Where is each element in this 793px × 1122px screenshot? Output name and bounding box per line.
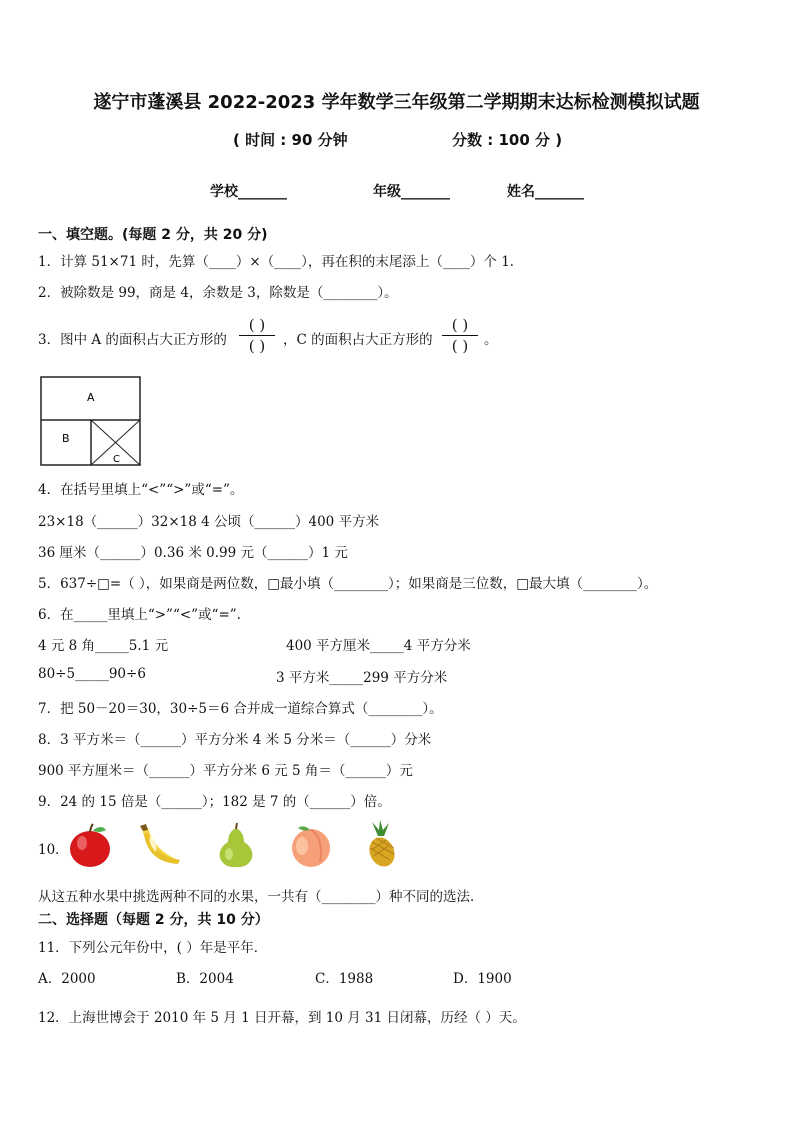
question-8-line-1: 8．3 平方米＝（______）平方分米 4 米 5 分米＝（______）分米 [38, 732, 432, 748]
question-6-d: 3 平方米_____299 平方分米 [276, 670, 448, 686]
question-12: 12．上海世博会于 2010 年 5 月 1 日开幕，到 10 月 31 日闭幕，历经（ ）天。 [38, 1010, 526, 1026]
question-11-option-d: D．1900 [453, 971, 512, 987]
figure-label-b: B [62, 432, 70, 445]
fraction-c-denominator: ( ) [451, 337, 469, 355]
question-5: 5．637÷□=（ ），如果商是两位数，□最小填（________）；如果商是三位数，□最大填（________）。 [38, 576, 658, 592]
exam-time: ( 时间 : 90 分钟 [233, 131, 348, 149]
question-10-label: 10． [38, 842, 69, 858]
name-field: 姓名_______ [507, 184, 584, 200]
pear-icon [214, 822, 258, 868]
peach-icon [288, 822, 334, 868]
fraction-a [235, 316, 279, 355]
question-3-part1: 3．图中 A 的面积占大正方形的 [38, 332, 227, 348]
fraction-c-numerator: ( ) [451, 316, 469, 334]
fraction-a-denominator: ( ) [248, 337, 266, 355]
question-11-stem: 11．下列公元年份中，( ）年是平年． [38, 940, 268, 956]
question-4-instruction: 4．在括号里填上“<”“>”或“=”。 [38, 482, 244, 498]
section-2-heading: 二、选择题（每题 2 分，共 10 分） [38, 912, 269, 928]
question-4-line-1: 23×18（______）32×18 4 公顷（______）400 平方米 [38, 514, 380, 530]
question-6-b: 400 平方厘米_____4 平方分米 [286, 638, 471, 654]
question-9: 9．24 的 15 倍是（______）；182 是 7 的（______）倍。 [38, 794, 391, 810]
page-title: 遂宁市蓬溪县 2022-2023 学年数学三年级第二学期期末达标检测模拟试题 [93, 92, 700, 113]
question-11-option-a: A．2000 [38, 971, 96, 987]
apple-icon [66, 822, 114, 868]
exam-score: 分数 : 100 分 ) [452, 131, 563, 149]
question-3-part2: ，C 的面积占大正方形的 [283, 332, 433, 348]
figure-label-c: C [113, 454, 120, 465]
question-3-part3: 。 [484, 332, 498, 348]
fraction-a-bar [239, 335, 275, 336]
question-1: 1．计算 51×71 时，先算（____）×（____），再在积的末尾添上（____）个 1． [38, 254, 524, 270]
question-2: 2．被除数是 99，商是 4，余数是 3，除数是（________）。 [38, 285, 398, 301]
question-7: 7．把 50－20＝30，30÷5＝6 合并成一道综合算式（________）。 [38, 701, 443, 717]
figure-label-a: A [87, 391, 95, 404]
question-11-option-c: C．1988 [315, 971, 374, 987]
school-field: 学校_______ [210, 184, 287, 200]
fraction-c [438, 316, 482, 355]
question-6-instruction: 6．在_____里填上“>”“<”或“=”. [38, 607, 241, 623]
question-6-a: 4 元 8 角_____5.1 元 [38, 638, 169, 654]
fraction-a-numerator: ( ) [248, 316, 266, 334]
grade-field: 年级_______ [373, 184, 450, 200]
pineapple-icon [358, 820, 402, 868]
question-6-c: 80÷5_____90÷6 [38, 666, 146, 682]
question-10-text: 从这五种水果中挑选两种不同的水果，一共有（________）种不同的选法． [38, 889, 484, 905]
question-4-line-2: 36 厘米（______）0.36 米 0.99 元（______）1 元 [38, 545, 348, 561]
section-1-heading: 一、填空题。(每题 2 分，共 20 分) [38, 227, 268, 243]
fraction-c-bar [442, 335, 478, 336]
square-figure [40, 376, 142, 468]
question-8-line-2: 900 平方厘米＝（______）平方分米 6 元 5 角＝（______）元 [38, 763, 413, 779]
banana-icon [134, 822, 184, 868]
question-11-option-b: B．2004 [176, 971, 234, 987]
